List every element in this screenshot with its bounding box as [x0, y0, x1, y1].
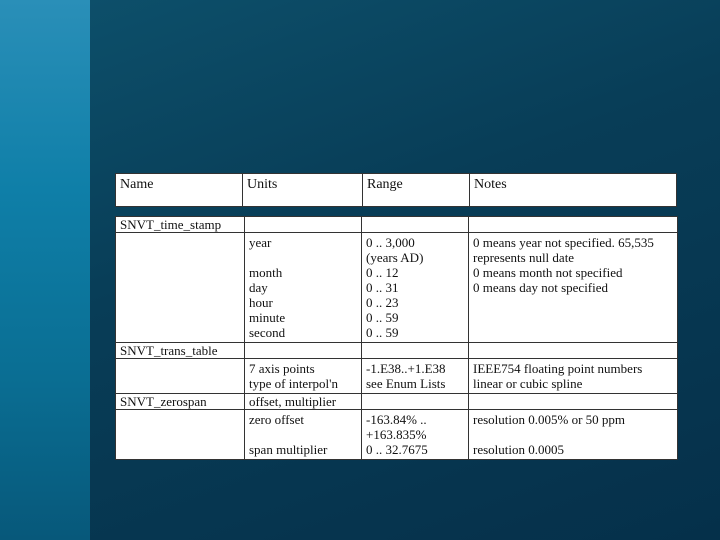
notes-line: IEEE754 floating point numbers	[473, 361, 643, 376]
notes-line: 0 means month not specified	[473, 265, 623, 280]
units-cell	[245, 359, 362, 394]
table-row	[116, 359, 678, 394]
column-header-name: Name	[116, 174, 243, 207]
empty-cell	[469, 217, 678, 233]
units-line: zero offset	[249, 412, 304, 427]
snvt-table	[115, 216, 678, 460]
units-line: hour	[249, 295, 273, 310]
empty-cell	[469, 343, 678, 359]
range-cell	[362, 359, 469, 394]
notes-line: 0 means day not specified	[473, 280, 609, 295]
empty-cell	[116, 410, 245, 460]
range-line: 0 .. 3,000	[366, 235, 415, 250]
notes-line: resolution 0.0005	[473, 442, 564, 457]
header-row	[116, 174, 677, 207]
blank-line	[249, 250, 357, 265]
snvt-name: SNVT_time_stamp	[116, 217, 245, 233]
notes-cell	[469, 233, 678, 343]
units-line: 7 axis points	[249, 361, 315, 376]
empty-cell	[116, 359, 245, 394]
table-row	[116, 233, 678, 343]
units-line: day	[249, 280, 268, 295]
empty-cell	[469, 394, 678, 410]
table-row	[116, 343, 678, 359]
blank-line	[473, 427, 673, 442]
left-accent-band	[0, 0, 90, 540]
units-cell	[245, 233, 362, 343]
range-line: 0 .. 31	[366, 280, 399, 295]
range-line: (years AD)	[366, 250, 424, 265]
snvt-name: SNVT_trans_table	[116, 343, 245, 359]
snvt-name: SNVT_zerospan	[116, 394, 245, 410]
empty-cell	[362, 394, 469, 410]
units-line: month	[249, 265, 283, 280]
group-units	[245, 343, 362, 359]
notes-line: linear or cubic spline	[473, 376, 583, 391]
range-line: +163.835%	[366, 427, 427, 442]
range-line: see Enum Lists	[366, 376, 446, 391]
group-units	[245, 217, 362, 233]
range-cell	[362, 410, 469, 460]
units-line: minute	[249, 310, 286, 325]
units-line: year	[249, 235, 272, 250]
units-cell	[245, 410, 362, 460]
column-header-notes: Notes	[470, 174, 677, 207]
units-line: second	[249, 325, 286, 340]
table-header	[115, 173, 677, 207]
range-line: 0 .. 59	[366, 310, 399, 325]
range-line: -1.E38..+1.E38	[366, 361, 446, 376]
blank-line	[249, 427, 357, 442]
table-row	[116, 217, 678, 233]
range-cell	[362, 233, 469, 343]
units-line: span multiplier	[249, 442, 328, 457]
empty-cell	[362, 343, 469, 359]
table-row	[116, 410, 678, 460]
group-units: offset, multiplier	[245, 394, 362, 410]
range-line: -163.84% ..	[366, 412, 427, 427]
empty-cell	[362, 217, 469, 233]
empty-cell	[116, 233, 245, 343]
column-header-range: Range	[363, 174, 470, 207]
column-header-units: Units	[243, 174, 363, 207]
notes-cell	[469, 410, 678, 460]
units-line: type of interpol'n	[249, 376, 338, 391]
range-line: 0 .. 12	[366, 265, 399, 280]
notes-line: represents null date	[473, 250, 575, 265]
range-line: 0 .. 59	[366, 325, 399, 340]
notes-line: resolution 0.005% or 50 ppm	[473, 412, 626, 427]
range-line: 0 .. 23	[366, 295, 399, 310]
notes-cell	[469, 359, 678, 394]
table-row	[116, 394, 678, 410]
range-line: 0 .. 32.7675	[366, 442, 428, 457]
notes-line: 0 means year not specified. 65,535	[473, 235, 654, 250]
